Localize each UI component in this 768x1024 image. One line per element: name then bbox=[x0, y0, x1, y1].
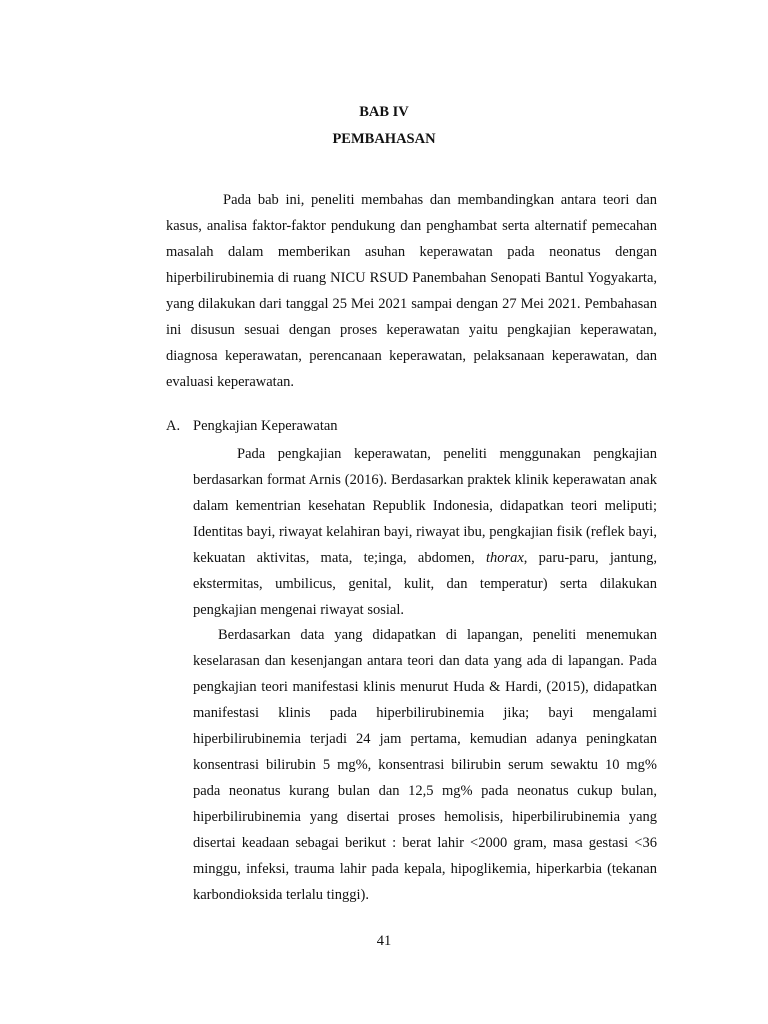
paragraph-1-text-start: Pada pengkajian keperawatan, peneliti menggunakan pengkajian berdasarkan format Arnis (2016). Berdasarkan praktek klinik keperawatan anak dalam kementrian kesehatan Republik Indonesia, didapatkan teori meliputi; Identitas bayi, riwayat kelahiran bayi, riwayat ibu, pengkajian fisik (reflek bayi, kekuatan aktivitas, mata, te;inga, abdomen, bbox=[193, 446, 657, 566]
section-heading bbox=[166, 417, 338, 435]
intro-paragraph: Pada bab ini, peneliti membahas dan membandingkan antara teori dan kasus, analisa faktor-faktor pendukung dan penghambat serta alternatif pemecahan masalah dalam memberikan asuhan keperawatan pada neonatus dengan hiperbilirubinemia di ruang NICU RSUD Panembahan Senopati Bantul Yogyakarta, yang dilakukan dari tanggal 25 Mei 2021 sampai dengan 27 Mei 2021. Pembahasan ini disusun sesuai dengan proses keperawatan yaitu pengkajian keperawatan, diagnosa keperawatan, perencanaan keperawatan, pelaksanaan keperawatan, dan evaluasi keperawatan. bbox=[166, 192, 657, 390]
chapter-number: BAB IV bbox=[359, 104, 409, 120]
section-marker: A. bbox=[166, 418, 181, 434]
paragraph-1-text-end: , paru-paru, jantung, ekstermitas, umbilicus, genital, kulit, dan temperatur) serta dilakukan pengkajian mengenai riwayat sosial. bbox=[193, 550, 657, 618]
section-paragraph-2: Berdasarkan data yang didapatkan di lapangan, peneliti menemukan keselarasan dan kesenjangan antara teori dan data yang ada di lapangan. Pada pengkajian teori manifestasi klinis menurut Huda & Hardi, (2015), didapatkan manifestasi klinis pada hiperbilirubinemia jika; bayi mengalami hiperbilirubinemia terjadi 24 jam pertama, kemudian adanya peningkatan konsentrasi bilirubin 5 mg%, konsentrasi bilirubin serum sewaktu 10 mg% pada neonatus kurang bulan dan 12,5 mg% pada neonatus cukup bulan, hiperbilirubinemia yang disertai proses hemolisis, hiperbilirubinemia yang disertai keadaan sebagai berikut : berat lahir <2000 gram, masa gestasi <36 minggu, infeksi, trauma lahir pada kepala, hipoglikemia, hiperkarbia (tekanan karbondioksida terlalu tinggi). bbox=[193, 627, 657, 903]
page-number: 41 bbox=[376, 933, 392, 949]
section-heading-text: Pengkajian Keperawatan bbox=[193, 418, 338, 434]
section-paragraph-1 bbox=[193, 441, 657, 623]
paragraph-1-italic-term: thorax bbox=[485, 550, 524, 566]
chapter-title: PEMBAHASAN bbox=[332, 131, 436, 147]
